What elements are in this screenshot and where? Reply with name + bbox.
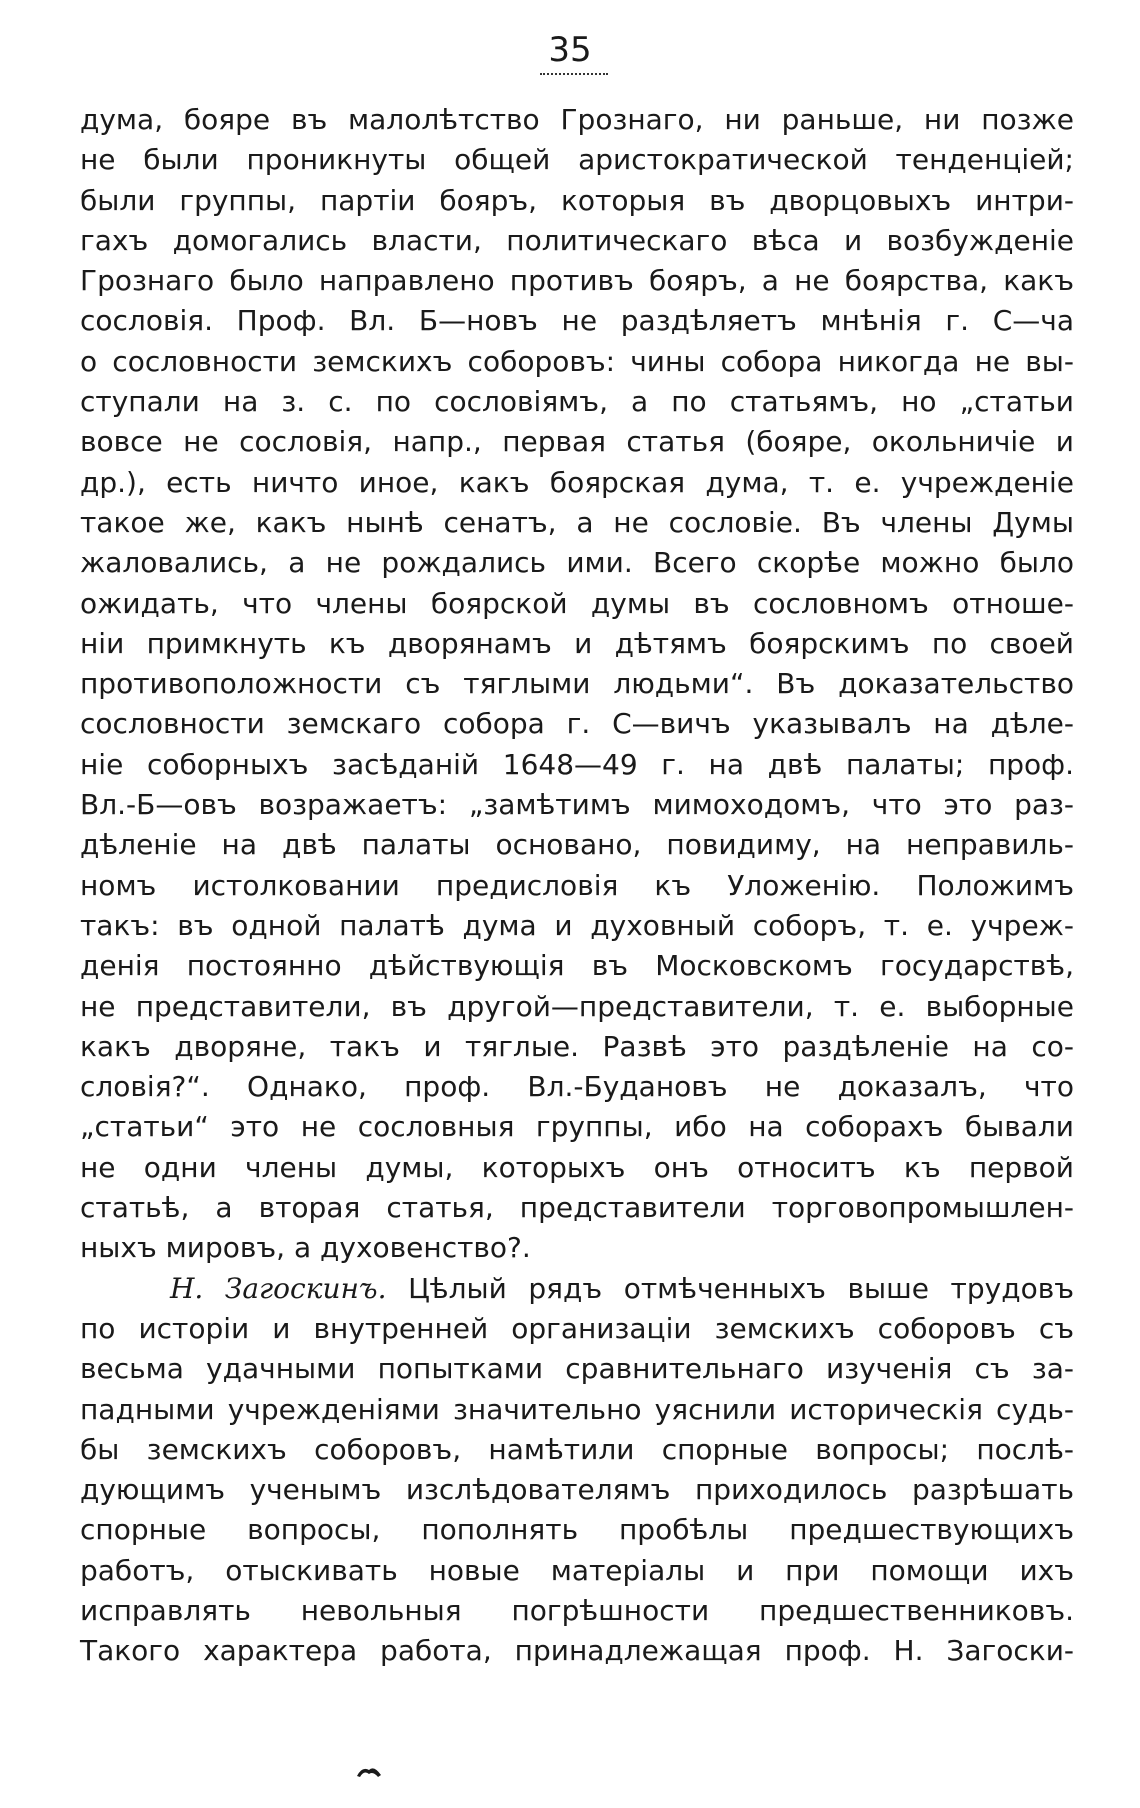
text-line: Грознаго было направлено противъ бояръ, а не боярства, какъ bbox=[80, 264, 1074, 298]
text-line: жаловались, а не рождались ими. Всего скорѣе можно было bbox=[80, 546, 1074, 580]
text-line: какъ дворяне, такъ и тяглые. Развѣ это раздѣленiе на со- bbox=[80, 1029, 1074, 1063]
text-line: не были проникнуты общей аристократической тенденцiей; bbox=[80, 143, 1074, 177]
text-line: сословности земскаго собора г. С—вичъ указывалъ на дѣле- bbox=[80, 707, 1074, 741]
text-line: дума, бояре въ малолѣтство Грознаго, ни раньше, ни позже bbox=[80, 103, 1074, 136]
text-line: спорные вопросы, пополнять пробѣлы предшествующихъ bbox=[80, 1513, 1074, 1547]
text-line: ожидать, что члены боярской думы въ сословномъ отноше- bbox=[80, 586, 1074, 620]
text-line-rest: Цѣлый рядъ отмѣченныхъ выше трудовъ bbox=[408, 1271, 1074, 1305]
text-line: о сословности земскихъ соборовъ: чины собора никогда не вы- bbox=[80, 344, 1074, 378]
body-text bbox=[80, 100, 1074, 1672]
text-line: нiе соборныхъ засѣданiй 1648—49 г. на двѣ палаты; проф. bbox=[80, 747, 1074, 781]
text-line: Такого характера работа, принадлежащая проф. Н. Загоски- bbox=[80, 1634, 1074, 1668]
text-line: не представители, въ другой—представители, т. е. выборные bbox=[80, 989, 1074, 1023]
page-number: 35 bbox=[548, 30, 592, 70]
text-line: „статьи“ это не сословныя группы, ибо на соборахъ бывали bbox=[80, 1110, 1074, 1144]
printer-ornament-icon bbox=[356, 1764, 382, 1778]
text-line: исправлять невольныя погрѣшности предшественниковъ. bbox=[80, 1593, 1074, 1627]
text-line: работъ, отыскивать новые матерiалы и при помощи ихъ bbox=[80, 1553, 1074, 1587]
text-line: др.), есть ничто иное, какъ боярская дума, т. е. учрежденiе bbox=[80, 465, 1074, 499]
text-line: такое же, какъ нынѣ сенатъ, а не сословiе. Въ члены Думы bbox=[80, 505, 1074, 539]
text-line: вовсе не сословiя, напр., первая статья (бояре, окольничiе и bbox=[80, 425, 1074, 459]
text-line: Вл.-Б—овъ возражаетъ: „замѣтимъ мимоходомъ, что это раз- bbox=[80, 788, 1074, 822]
text-line: ступали на з. с. по сословiямъ, а по статьямъ, но „статьи bbox=[80, 385, 1074, 419]
text-line: дѣленiе на двѣ палаты основано, повидиму, на неправиль- bbox=[80, 828, 1074, 862]
text-line: гахъ домогались власти, политическаго вѣса и возбужденiе bbox=[80, 223, 1074, 257]
text-line: словiя?“. Однако, проф. Вл.-Будановъ не доказалъ, что bbox=[80, 1070, 1074, 1104]
text-line: были группы, партiи бояръ, которыя въ дворцовыхъ интри- bbox=[80, 183, 1074, 217]
text-line: по исторiи и внутренней организацiи земскихъ соборовъ съ bbox=[80, 1311, 1074, 1345]
paragraph-2 bbox=[80, 1269, 1074, 1672]
text-line: падными учрежденiями значительно уяснили историческiя судь- bbox=[80, 1392, 1074, 1426]
text-line: весьма удачными попытками сравнительнаго изученiя съ за- bbox=[80, 1352, 1074, 1386]
text-line: противоположности съ тяглыми людьми“. Въ доказательство bbox=[80, 667, 1074, 701]
text-line: денiя постоянно дѣйствующiя въ Московскомъ государствѣ, bbox=[80, 949, 1074, 983]
text-line: не одни члены думы, которыхъ онъ относитъ къ первой bbox=[80, 1150, 1074, 1184]
text-line: сословiя. Проф. Вл. Б—новъ не раздѣляетъ мнѣнiя г. С—ча bbox=[80, 304, 1074, 338]
author-name: Н. Загоскинъ. bbox=[170, 1271, 387, 1305]
text-line: бы земскихъ соборовъ, намѣтили спорные вопросы; послѣ- bbox=[80, 1432, 1074, 1466]
text-line: такъ: въ одной палатѣ дума и духовный соборъ, т. е. учреж- bbox=[80, 908, 1074, 942]
paragraph-1 bbox=[80, 100, 1074, 1269]
text-line: ныхъ мировъ, а духовенство?. bbox=[80, 1231, 531, 1265]
paragraph-2-first-line bbox=[80, 1269, 1074, 1309]
text-line: дующимъ ученымъ изслѣдователямъ приходилось разрѣшать bbox=[80, 1473, 1074, 1507]
text-line: номъ истолковании предисловiя къ Уложенiю. Положимъ bbox=[80, 868, 1074, 902]
page-number-rule bbox=[540, 73, 608, 75]
text-line: нiи примкнуть къ дворянамъ и дѣтямъ боярскимъ по своей bbox=[80, 626, 1074, 660]
text-line: статьѣ, а вторая статья, представители торговопромышлен- bbox=[80, 1191, 1074, 1225]
